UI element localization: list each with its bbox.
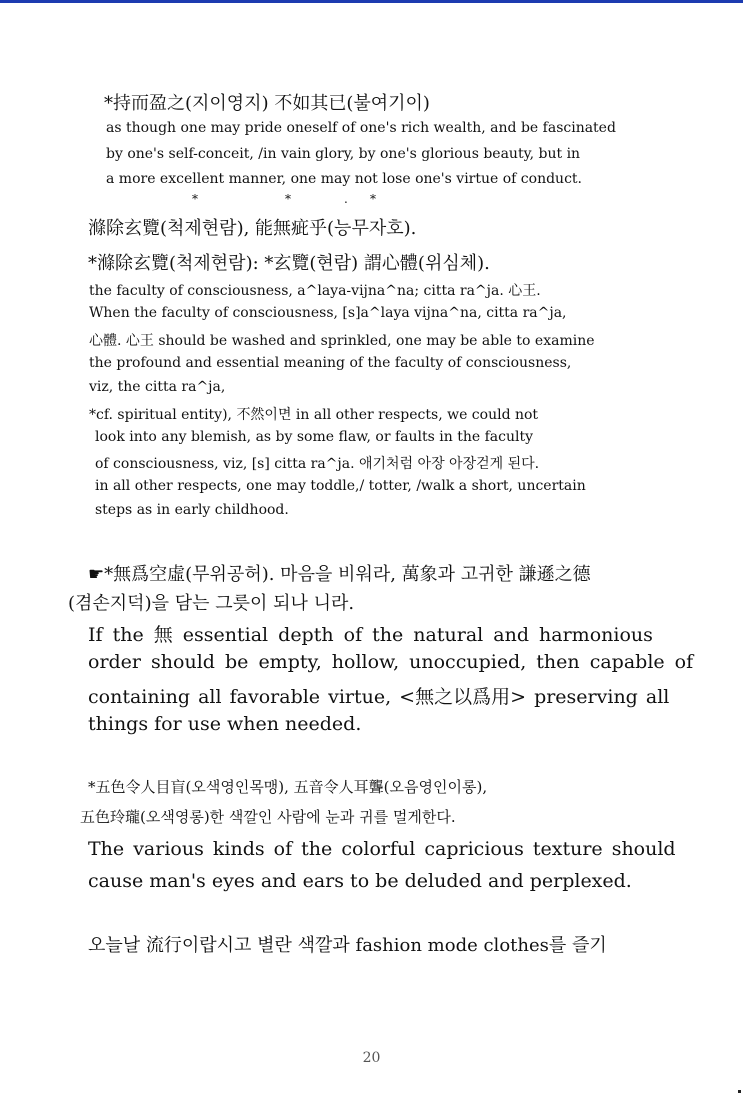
divider-star: *: [370, 192, 376, 206]
verse2-line-1: the faculty of consciousness, a^laya-vijna^na; citta ra^ja. 心王.: [89, 283, 541, 299]
verse2-line-7: look into any blemish, as by some flaw, or faults in the faculty: [95, 429, 533, 445]
verse2-line-3: 心體. 心王 should be washed and sprinkled, one may be able to examine: [89, 333, 595, 349]
verse2-line-4: the profound and essential meaning of the faculty of consciousness,: [89, 355, 572, 371]
verse4-title-1: *五色令人目盲(오색영인목맹), 五音令人耳聾(오음영인이롱),: [88, 778, 488, 796]
verse2-line-10: steps as in early childhood.: [95, 502, 289, 518]
verse4-line-1: The various kinds of the colorful capricious texture should: [88, 838, 676, 860]
verse1-line-2: by one's self-conceit, /in vain glory, by one's glorious beauty, but in: [106, 146, 581, 162]
verse2-line-2: When the faculty of consciousness, [s]a^laya vijna^na, citta ra^ja,: [89, 305, 567, 321]
verse3-line-4: things for use when needed.: [88, 713, 362, 735]
verse1-title: *持而盈之(지이영지) 不如其已(불여기이): [104, 93, 430, 114]
verse4-title-2: 五色玲瓏(오색영롱)한 색깔인 사람에 눈과 귀를 멀게한다.: [80, 808, 456, 826]
verse3-title-2: (겸손지덕)을 담는 그릇이 되나 니라.: [68, 593, 355, 614]
verse2-line-6: *cf. spiritual entity), 不然이면 in all other respects, we could not: [89, 407, 539, 423]
verse1-line-3: a more excellent manner, one may not lose one's virtue of conduct.: [106, 171, 582, 187]
verse2-line-8: of consciousness, viz, [s] citta ra^ja. 애기처럼 아장 아장걷게 된다.: [95, 456, 540, 472]
window-top-bar: [0, 0, 743, 3]
verse2-line-5: viz, the citta ra^ja,: [89, 379, 226, 395]
divider-dot: .: [344, 192, 348, 206]
section-divider: [0, 192, 743, 206]
verse2-line-9: in all other respects, one may toddle,/ totter, /walk a short, uncertain: [95, 478, 586, 494]
verse3-title-1: ☛*無爲空虛(무위공허). 마음을 비워라, 萬象과 고귀한 謙遜之德: [88, 564, 591, 585]
closing-line: 오늘날 流行이랍시고 별란 색깔과 fashion mode clothes를 즐기: [88, 935, 607, 956]
verse3-line-2: order should be empty, hollow, unoccupied, then capable of: [88, 651, 694, 673]
page-number: 20: [362, 1050, 381, 1066]
verse2-title-2: *滌除玄覽(척제현람): *玄覽(현람) 謂心體(위심체).: [88, 253, 490, 274]
divider-star: *: [192, 192, 198, 206]
verse3-line-3: containing all favorable virtue, <無之以爲用> preserving all: [88, 686, 670, 708]
verse3-line-1: If the 無 essential depth of the natural and harmonious: [88, 624, 653, 646]
corner-mark: [738, 1090, 741, 1093]
divider-star: *: [285, 192, 291, 206]
verse2-title-1: 滌除玄覽(척제현람), 能無疵乎(능무자호).: [88, 218, 417, 239]
verse4-line-2: cause man's eyes and ears to be deluded and perplexed.: [88, 870, 632, 892]
verse1-line-1: as though one may pride oneself of one's rich wealth, and be fascinated: [106, 120, 616, 136]
